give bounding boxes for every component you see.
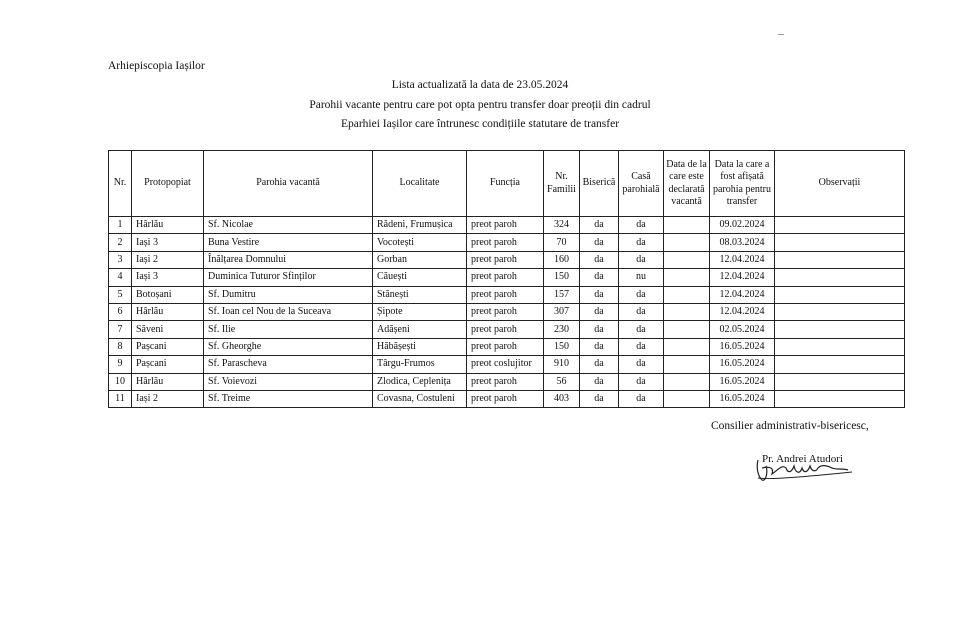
title-line-1: Lista actualizată la data de 23.05.2024 <box>391 79 569 91</box>
cell-casa: da <box>619 303 664 320</box>
cell-biserica: da <box>580 338 619 355</box>
cell-familii: 150 <box>544 338 580 355</box>
table-row <box>109 303 905 320</box>
cell-familii: 70 <box>544 234 580 251</box>
cell-observatii <box>775 217 905 234</box>
cell-casa: nu <box>619 269 664 286</box>
signer-name: Pr. Andrei Atudori <box>762 453 843 465</box>
cell-familii: 150 <box>544 269 580 286</box>
cell-data-afisare: 16.05.2024 <box>710 390 775 407</box>
cell-data-vacanta <box>664 286 710 303</box>
cell-parohia: Sf. Treime <box>204 390 373 407</box>
cell-observatii <box>775 286 905 303</box>
cell-data-vacanta <box>664 217 710 234</box>
header-data-vacanta: Data de la care este declarată vacantă <box>664 151 710 217</box>
cell-parohia: Sf. Parascheva <box>204 356 373 373</box>
cell-observatii <box>775 269 905 286</box>
cell-biserica: da <box>580 303 619 320</box>
cell-nr: 1 <box>109 217 132 234</box>
cell-protopopiat: Iași 3 <box>132 234 204 251</box>
table-row <box>109 373 905 390</box>
cell-data-afisare: 09.02.2024 <box>710 217 775 234</box>
cell-familii: 403 <box>544 390 580 407</box>
cell-nr: 6 <box>109 303 132 320</box>
cell-protopopiat: Săveni <box>132 321 204 338</box>
cell-observatii <box>775 356 905 373</box>
cell-familii: 157 <box>544 286 580 303</box>
document-title <box>0 76 960 134</box>
cell-casa: da <box>619 234 664 251</box>
cell-nr: 9 <box>109 356 132 373</box>
cell-data-afisare: 12.04.2024 <box>710 303 775 320</box>
cell-localitate: Rădeni, Frumușica <box>373 217 467 234</box>
cell-casa: da <box>619 321 664 338</box>
cell-biserica: da <box>580 373 619 390</box>
table-row <box>109 269 905 286</box>
cell-casa: da <box>619 390 664 407</box>
scan-mark <box>778 34 784 35</box>
cell-familii: 56 <box>544 373 580 390</box>
cell-data-afisare: 16.05.2024 <box>710 373 775 390</box>
cell-functia: preot paroh <box>467 373 544 390</box>
table-row <box>109 356 905 373</box>
cell-observatii <box>775 303 905 320</box>
cell-observatii <box>775 234 905 251</box>
table-row <box>109 321 905 338</box>
cell-data-vacanta <box>664 373 710 390</box>
cell-observatii <box>775 321 905 338</box>
cell-localitate: Covasna, Costuleni <box>373 390 467 407</box>
cell-casa: da <box>619 286 664 303</box>
header-functia: Funcția <box>467 151 544 217</box>
cell-protopopiat: Pașcani <box>132 356 204 373</box>
cell-nr: 11 <box>109 390 132 407</box>
cell-data-vacanta <box>664 251 710 268</box>
cell-observatii <box>775 338 905 355</box>
cell-functia: preot coslujitor <box>467 356 544 373</box>
cell-observatii <box>775 251 905 268</box>
header-casa: Casă parohială <box>619 151 664 217</box>
header-biserica: Biserică <box>580 151 619 217</box>
header-localitate: Localitate <box>373 151 467 217</box>
title-line-2: Parohii vacante pentru care pot opta pentru transfer doar preoții din cadrul <box>309 99 651 111</box>
cell-biserica: da <box>580 217 619 234</box>
cell-parohia: Sf. Nicolae <box>204 217 373 234</box>
cell-data-afisare: 16.05.2024 <box>710 338 775 355</box>
cell-data-afisare: 12.04.2024 <box>710 269 775 286</box>
cell-functia: preot paroh <box>467 390 544 407</box>
cell-nr: 8 <box>109 338 132 355</box>
parishes-table <box>108 150 905 408</box>
table-row <box>109 286 905 303</box>
cell-localitate: Zlodica, Ceplenița <box>373 373 467 390</box>
cell-protopopiat: Botoșani <box>132 286 204 303</box>
cell-biserica: da <box>580 234 619 251</box>
cell-protopopiat: Iași 3 <box>132 269 204 286</box>
cell-protopopiat: Hârlău <box>132 217 204 234</box>
cell-data-afisare: 08.03.2024 <box>710 234 775 251</box>
cell-familii: 160 <box>544 251 580 268</box>
cell-familii: 324 <box>544 217 580 234</box>
table-row <box>109 234 905 251</box>
cell-data-afisare: 12.04.2024 <box>710 286 775 303</box>
cell-protopopiat: Hârlău <box>132 303 204 320</box>
cell-nr: 10 <box>109 373 132 390</box>
cell-observatii <box>775 373 905 390</box>
organization-name: Arhiepiscopia Iașilor <box>108 60 205 72</box>
title-line-3: Eparhiei Iașilor care întrunesc condițiile statutare de transfer <box>340 118 620 130</box>
header-protopopiat: Protopopiat <box>132 151 204 217</box>
signer-title: Consilier administrativ-bisericesc, <box>711 420 869 432</box>
cell-protopopiat: Iași 2 <box>132 251 204 268</box>
cell-parohia: Sf. Ilie <box>204 321 373 338</box>
cell-functia: preot paroh <box>467 217 544 234</box>
cell-familii: 230 <box>544 321 580 338</box>
header-parohia: Parohia vacantă <box>204 151 373 217</box>
cell-familii: 307 <box>544 303 580 320</box>
cell-parohia: Sf. Ioan cel Nou de la Suceava <box>204 303 373 320</box>
cell-casa: da <box>619 217 664 234</box>
table-row <box>109 338 905 355</box>
header-data-afisare: Data la care a fost afișată parohia pentru transfer <box>710 151 775 217</box>
cell-parohia: Sf. Dumitru <box>204 286 373 303</box>
cell-localitate: Căuești <box>373 269 467 286</box>
cell-localitate: Vocotești <box>373 234 467 251</box>
cell-biserica: da <box>580 269 619 286</box>
cell-data-afisare: 12.04.2024 <box>710 251 775 268</box>
cell-functia: preot paroh <box>467 234 544 251</box>
cell-functia: preot paroh <box>467 286 544 303</box>
header-familii: Nr. Familii <box>544 151 580 217</box>
cell-nr: 5 <box>109 286 132 303</box>
cell-data-vacanta <box>664 321 710 338</box>
cell-data-afisare: 16.05.2024 <box>710 356 775 373</box>
cell-protopopiat: Hârlău <box>132 373 204 390</box>
cell-parohia: Sf. Voievozi <box>204 373 373 390</box>
cell-biserica: da <box>580 286 619 303</box>
cell-casa: da <box>619 373 664 390</box>
cell-casa: da <box>619 356 664 373</box>
cell-biserica: da <box>580 251 619 268</box>
cell-localitate: Stănești <box>373 286 467 303</box>
cell-biserica: da <box>580 321 619 338</box>
table-row <box>109 390 905 407</box>
cell-localitate: Târgu-Frumos <box>373 356 467 373</box>
cell-familii: 910 <box>544 356 580 373</box>
cell-nr: 4 <box>109 269 132 286</box>
cell-nr: 2 <box>109 234 132 251</box>
cell-biserica: da <box>580 356 619 373</box>
cell-protopopiat: Pașcani <box>132 338 204 355</box>
cell-observatii <box>775 390 905 407</box>
handwritten-signature <box>752 446 862 486</box>
cell-data-vacanta <box>664 390 710 407</box>
table-row <box>109 251 905 268</box>
cell-functia: preot paroh <box>467 251 544 268</box>
cell-casa: da <box>619 251 664 268</box>
cell-data-vacanta <box>664 338 710 355</box>
cell-functia: preot paroh <box>467 321 544 338</box>
table-body <box>109 217 905 408</box>
cell-data-vacanta <box>664 234 710 251</box>
cell-data-vacanta <box>664 269 710 286</box>
cell-localitate: Adășeni <box>373 321 467 338</box>
cell-localitate: Gorban <box>373 251 467 268</box>
cell-nr: 3 <box>109 251 132 268</box>
cell-protopopiat: Iași 2 <box>132 390 204 407</box>
header-nr: Nr. <box>109 151 132 217</box>
cell-data-vacanta <box>664 303 710 320</box>
cell-casa: da <box>619 338 664 355</box>
cell-functia: preot paroh <box>467 338 544 355</box>
cell-biserica: da <box>580 390 619 407</box>
cell-nr: 7 <box>109 321 132 338</box>
cell-parohia: Înălțarea Domnului <box>204 251 373 268</box>
cell-localitate: Șipote <box>373 303 467 320</box>
cell-localitate: Hăbășești <box>373 338 467 355</box>
table-header-row <box>109 151 905 217</box>
header-observatii: Observații <box>775 151 905 217</box>
cell-parohia: Buna Vestire <box>204 234 373 251</box>
cell-functia: preot paroh <box>467 269 544 286</box>
cell-data-afisare: 02.05.2024 <box>710 321 775 338</box>
cell-data-vacanta <box>664 356 710 373</box>
cell-parohia: Duminica Tuturor Sfinților <box>204 269 373 286</box>
table-row <box>109 217 905 234</box>
cell-functia: preot paroh <box>467 303 544 320</box>
cell-parohia: Sf. Gheorghe <box>204 338 373 355</box>
